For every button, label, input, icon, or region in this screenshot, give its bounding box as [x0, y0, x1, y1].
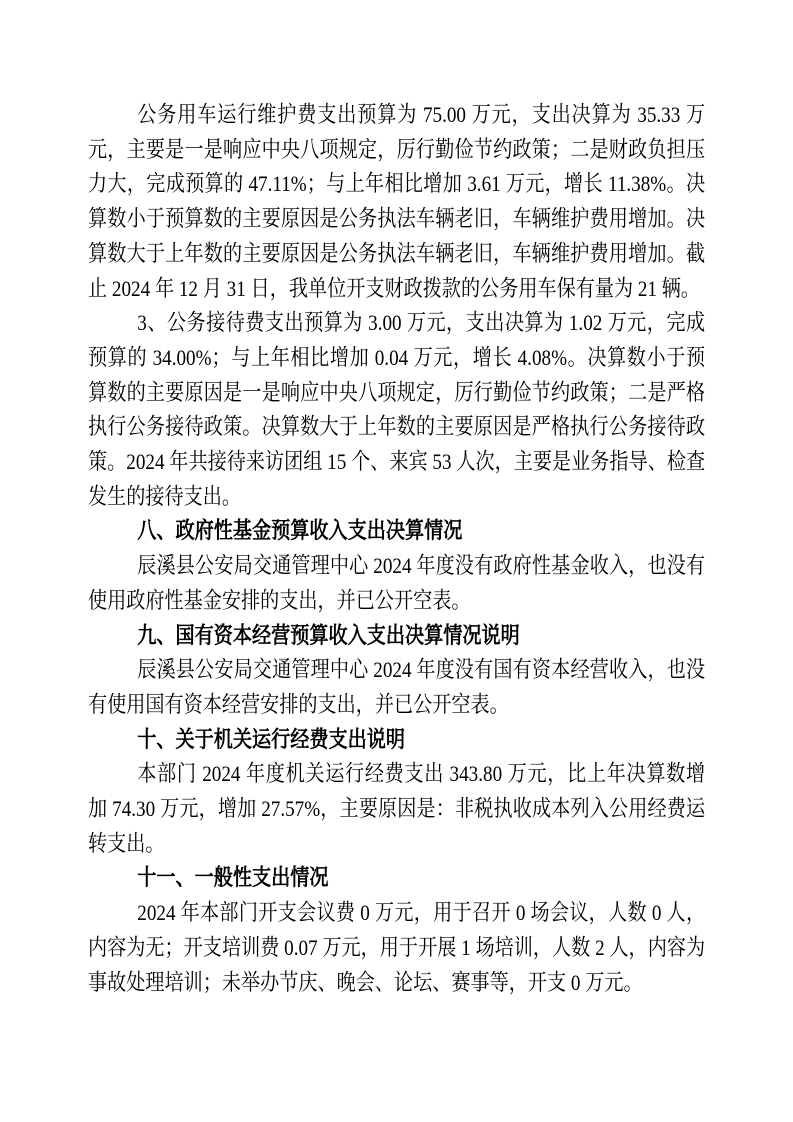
paragraph-official-reception-expense: 3、公务接待费支出预算为 3.00 万元，支出决算为 1.02 万元，完成预算的 34.00%；与上年相比增加 0.04 万元，增长 4.08%。决算数小于预算数的主要原因是一是响应中央八项规定，厉行勤俭节约政策；二是严格执行公务接待政策。决算数大于上年数的主要原因是严格执行公务接待政策。2024 年共接待来访团组 15 个、来宾 53 人次，主要是业务指导、检查发生的接待支出。: [88, 310, 706, 509]
heading-section-9-state-capital-budget: 九、国有资本经营预算收入支出决算情况说明: [137, 622, 520, 648]
paragraph-general-expenditure: 2024 年本部门开支会议费 0 万元，用于召开 0 场会议，人数 0 人，内容为无；开支培训费 0.07 万元，用于开展 1 场培训，人数 2 人，内容为事故处理培训；未举办节庆、晚会、论坛、赛事等，开支 0 万元。: [88, 900, 706, 995]
paragraph-agency-operating-expense: 本部门 2024 年度机关运行经费支出 343.80 万元，比上年决算数增加 74.30 万元，增加 27.57%，主要原因是：非税执收成本列入公用经费运转支出。: [88, 761, 706, 856]
document-content: [88, 98, 705, 1000]
paragraph-govt-fund-budget: 辰溪县公安局交通管理中心 2024 年度没有政府性基金收入，也没有使用政府性基金安排的支出，并已公开空表。: [88, 553, 706, 613]
paragraph-state-capital-budget: 辰溪县公安局交通管理中心 2024 年度没有国有资本经营收入，也没有使用国有资本经营安排的支出，并已公开空表。: [88, 657, 706, 717]
heading-section-8-govt-fund-budget: 八、政府性基金预算收入支出决算情况: [137, 518, 463, 544]
heading-section-10-agency-operating-expense: 十、关于机关运行经费支出说明: [137, 726, 406, 752]
paragraph-vehicle-operation-maintenance: 公务用车运行维护费支出预算为 75.00 万元，支出决算为 35.33 万元，主要是一是响应中央八项规定，厉行勤俭节约政策；二是财政负担压力大，完成预算的 47.11%；与上年相比增加 3.61 万元，增长 11.38%。决算数小于预算数的主要原因是公务执法车辆老旧，车辆维护费用增加。决算数大于上年数的主要原因是公务执法车辆老旧，车辆维护费用增加。截止 2024 年 12 月 31 日，我单位开支财政拨款的公务用车保有量为 21 辆。: [88, 102, 706, 301]
heading-section-11-general-expenditure: 十一、一般性支出情况: [137, 865, 329, 891]
